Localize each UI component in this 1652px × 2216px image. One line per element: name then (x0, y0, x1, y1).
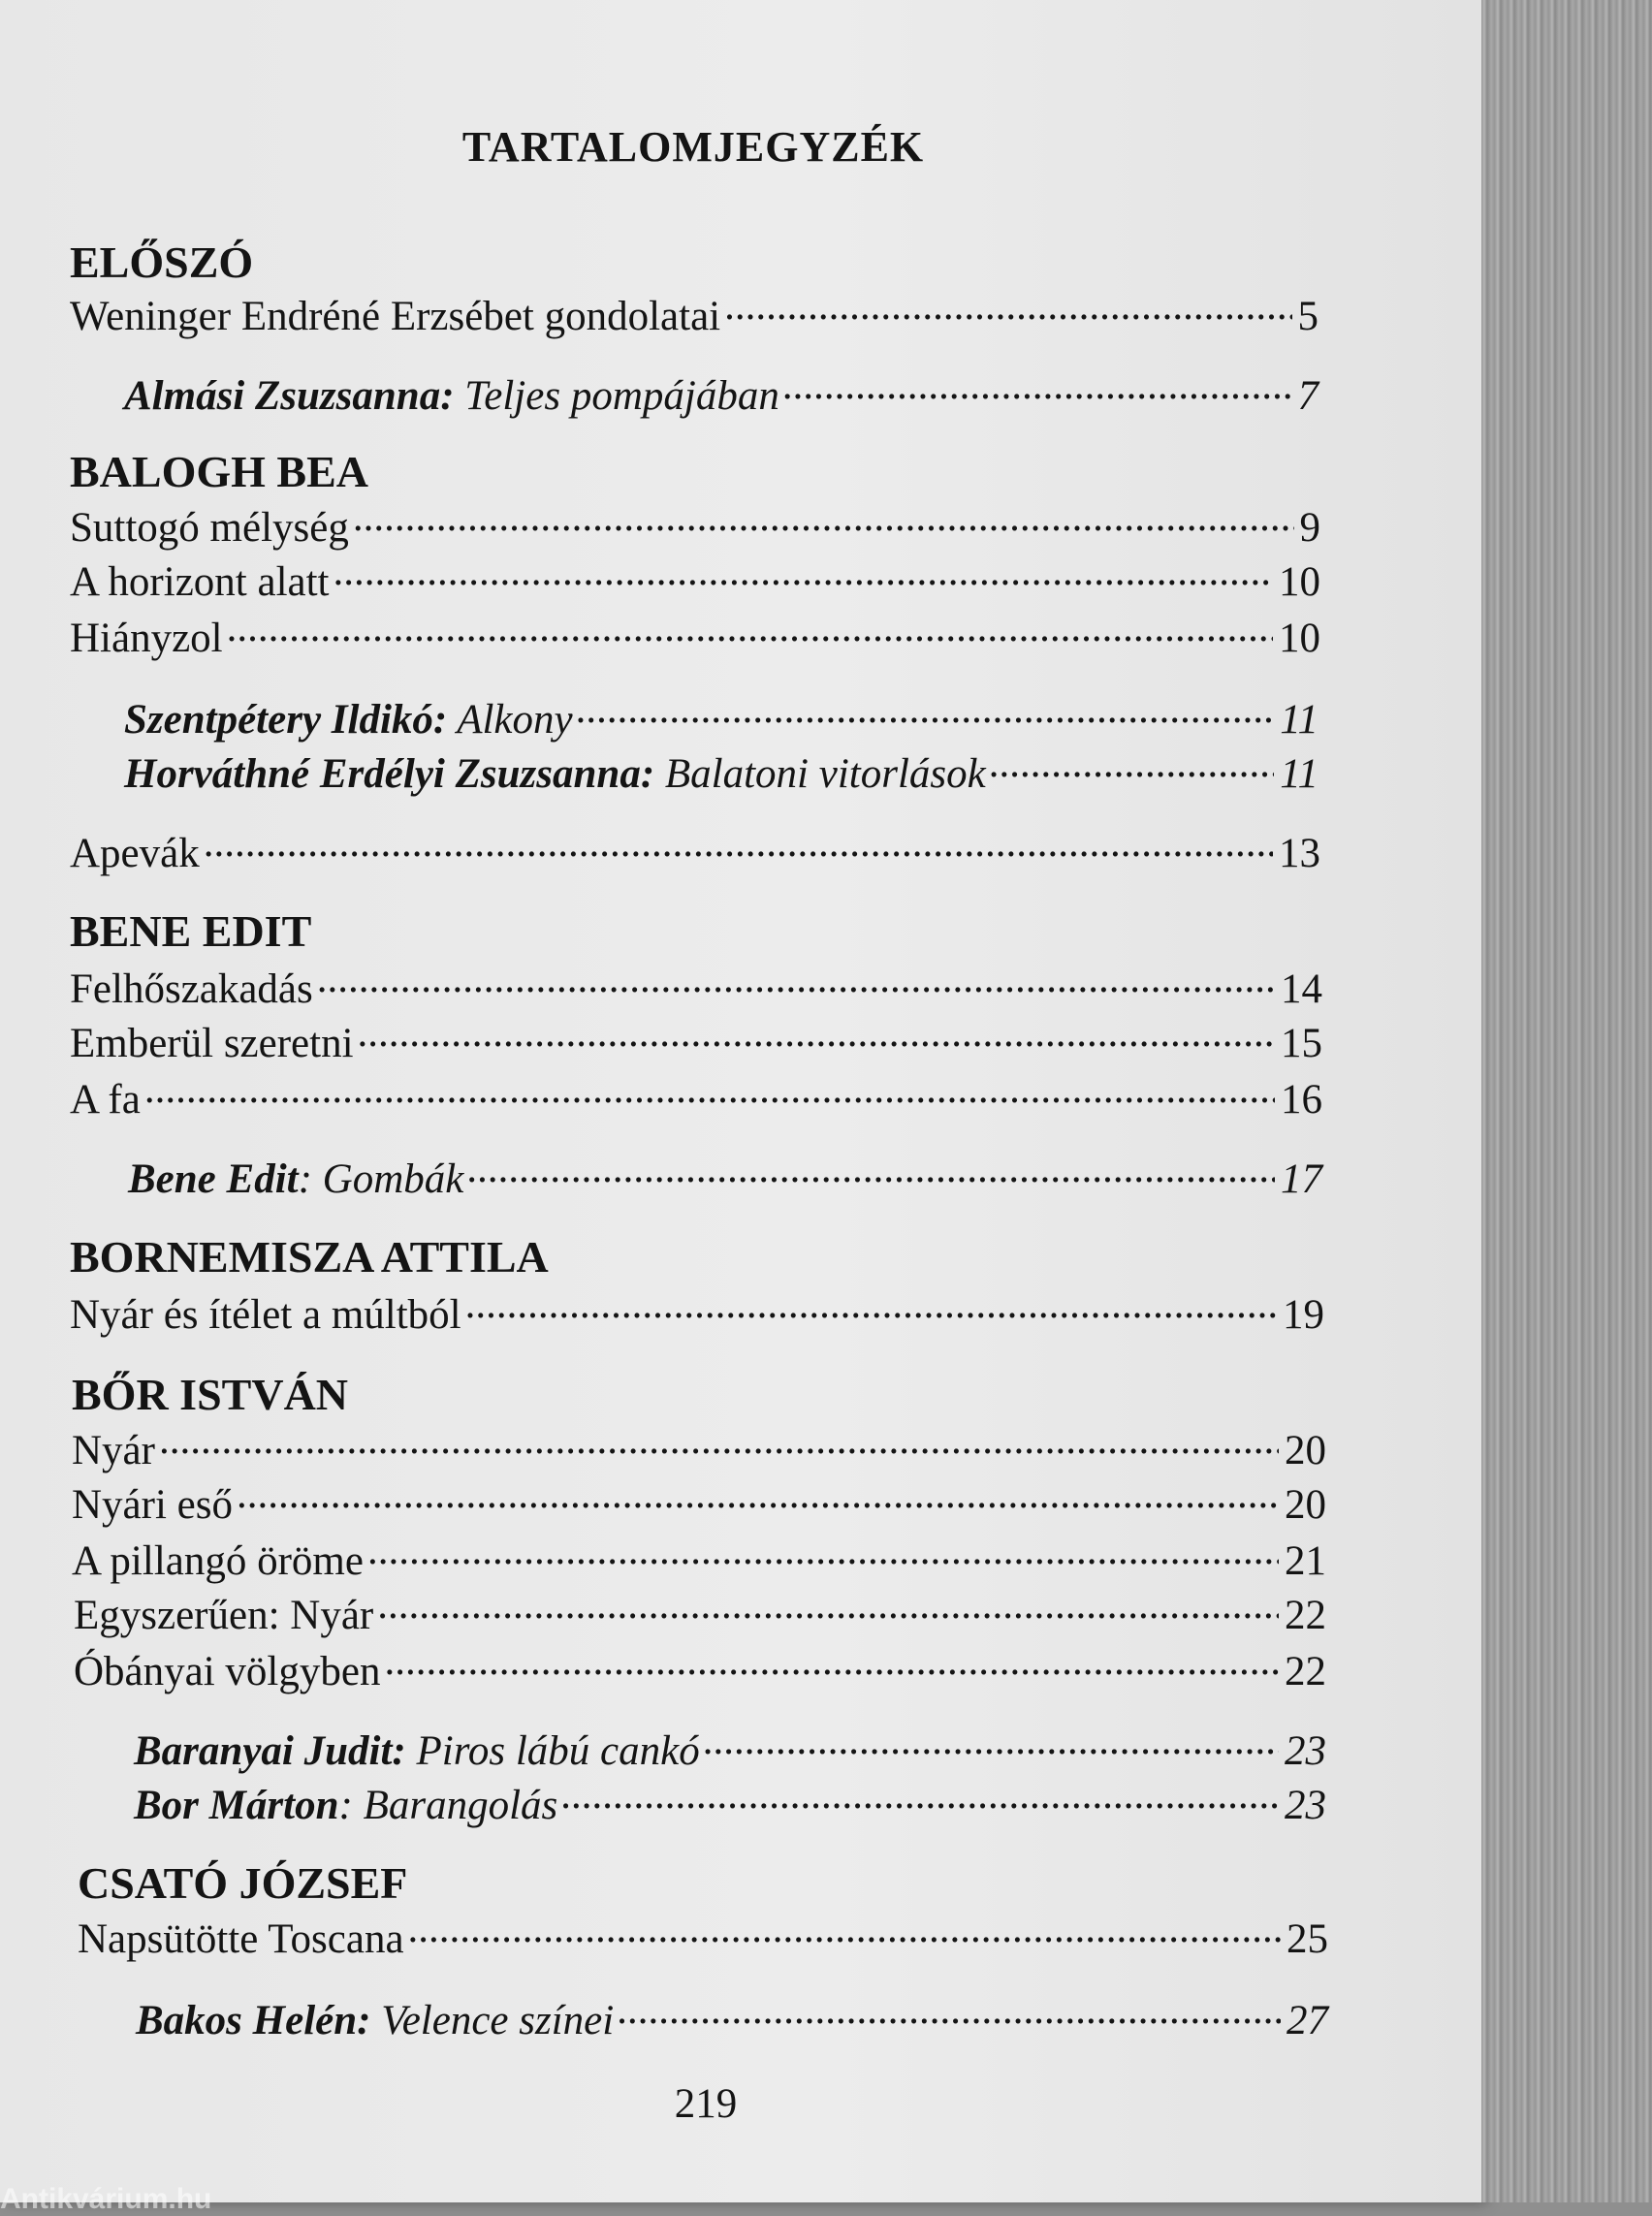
entry-title: Teljes pompájában (464, 373, 779, 419)
toc-entry-quote (124, 690, 1318, 743)
dot-leader (353, 498, 1294, 541)
toc-entry-quote (124, 744, 1318, 797)
entry-title: Barangolás (363, 1783, 558, 1828)
dot-leader (577, 690, 1275, 733)
section-heading-csato-jozsef: CSATÓ JÓZSEF (78, 1858, 408, 1908)
toc-entry (74, 1642, 1326, 1694)
entry-title: A horizont alatt (70, 559, 330, 605)
toc-entry (70, 1014, 1322, 1066)
toc-entry (70, 824, 1320, 876)
toc-entry (72, 1475, 1326, 1528)
dot-leader (704, 1722, 1279, 1764)
entry-title: Apevák (70, 831, 200, 876)
entry-title: Gombák (322, 1156, 464, 1202)
entry-author: Bakos Helén: (136, 1998, 371, 2043)
entry-title: Piros lábú cankó (416, 1728, 700, 1774)
dot-leader (377, 1586, 1279, 1629)
dot-leader (724, 287, 1291, 330)
entry-page: 22 (1285, 1593, 1326, 1638)
entry-title: Óbányai völgyben (74, 1649, 381, 1694)
entry-page: 7 (1297, 373, 1318, 419)
entry-separator: : (338, 1783, 353, 1828)
toc-entry (70, 960, 1322, 1012)
toc-entry (70, 1070, 1322, 1123)
toc-entry-quote (134, 1722, 1326, 1774)
entry-title: Velence színei (381, 1998, 615, 2043)
entry-page: 20 (1285, 1428, 1326, 1473)
dot-leader (783, 366, 1292, 409)
entry-page: 20 (1285, 1482, 1326, 1528)
entry-page: 27 (1287, 1998, 1328, 2043)
toc-entry (70, 287, 1318, 339)
dot-leader (408, 1910, 1281, 1952)
entry-title: Nyári eső (72, 1482, 233, 1528)
dot-leader (358, 1014, 1275, 1057)
dot-leader (367, 1532, 1279, 1574)
entry-page: 11 (1280, 751, 1318, 797)
dot-leader (618, 1991, 1281, 2034)
entry-author: Horváthné Erdélyi Zsuzsanna: (124, 751, 655, 797)
entry-separator: : (298, 1156, 312, 1202)
page-stack-edge (1481, 0, 1652, 2202)
entry-title: Balatoni vitorlások (664, 751, 986, 797)
toc-entry (74, 1586, 1326, 1638)
toc-entry (70, 498, 1320, 551)
entry-page: 17 (1281, 1156, 1322, 1202)
entry-page: 9 (1299, 505, 1320, 551)
dot-leader (561, 1776, 1279, 1819)
entry-author: Bor Márton (134, 1783, 339, 1828)
section-heading-eloszo: ELŐSZÓ (70, 237, 254, 287)
entry-page: 25 (1287, 1916, 1328, 1962)
entry-title: A fa (70, 1077, 141, 1123)
entry-page: 19 (1283, 1292, 1324, 1338)
entry-title: Napsütötte Toscana (78, 1916, 404, 1962)
entry-page: 21 (1285, 1538, 1326, 1584)
dot-leader (204, 824, 1273, 867)
entry-page: 14 (1281, 966, 1322, 1012)
entry-author: Almási Zsuzsanna: (124, 373, 455, 419)
dot-leader (317, 960, 1275, 1002)
entry-title: Hiányzol (70, 616, 223, 661)
dot-leader (990, 744, 1274, 787)
section-heading-bor-istvan: BŐR ISTVÁN (72, 1370, 349, 1419)
entry-title: Alkony (457, 697, 573, 743)
section-heading-balogh-bea: BALOGH BEA (70, 447, 369, 496)
entry-page: 5 (1297, 294, 1318, 339)
entry-page: 23 (1285, 1783, 1326, 1828)
dot-leader (237, 1475, 1279, 1518)
entry-title: A pillangó öröme (72, 1538, 364, 1584)
dot-leader (159, 1421, 1279, 1464)
entry-page: 10 (1279, 616, 1320, 661)
dot-leader (334, 553, 1274, 595)
dot-leader (467, 1150, 1275, 1192)
entry-author: Szentpétery Ildikó: (124, 697, 448, 743)
toc-entry-quote (134, 1776, 1326, 1828)
entry-title: Suttogó mélység (70, 505, 349, 551)
entry-page: 22 (1285, 1649, 1326, 1694)
page-number: 219 (674, 2081, 738, 2127)
entry-title: Nyár és ítélet a múltból (70, 1292, 461, 1338)
entry-author: Bene Edit (128, 1156, 299, 1202)
toc-entry (72, 1532, 1326, 1584)
toc-entry (70, 553, 1320, 605)
section-heading-bene-edit: BENE EDIT (70, 906, 312, 956)
entry-page: 13 (1279, 831, 1320, 876)
toc-entry-quote (136, 1991, 1328, 2043)
entry-page: 15 (1281, 1021, 1322, 1066)
toc-entry-quote (124, 366, 1318, 419)
watermark: Antikvárium.hu (0, 2183, 212, 2215)
dot-leader (384, 1642, 1279, 1685)
entry-page: 16 (1281, 1077, 1322, 1123)
dot-leader (465, 1285, 1277, 1328)
dot-leader (227, 609, 1273, 651)
entry-title: Nyár (72, 1428, 155, 1473)
entry-title: Egyszerűen: Nyár (74, 1593, 374, 1638)
entry-page: 11 (1280, 697, 1318, 743)
toc-entry (72, 1421, 1326, 1473)
entry-page: 23 (1285, 1728, 1326, 1774)
entry-author: Baranyai Judit: (134, 1728, 406, 1774)
toc-entry (78, 1910, 1328, 1962)
dot-leader (144, 1070, 1275, 1113)
section-heading-bornemisza-attila: BORNEMISZA ATTILA (70, 1232, 549, 1282)
entry-page: 10 (1279, 559, 1320, 605)
entry-title: Felhőszakadás (70, 966, 313, 1012)
entry-title: Emberül szeretni (70, 1021, 354, 1066)
page-title: TARTALOMJEGYZÉK (461, 123, 925, 171)
entry-title: Weninger Endréné Erzsébet gondolatai (70, 294, 721, 339)
toc-entry-quote (128, 1150, 1322, 1202)
toc-entry (70, 1285, 1324, 1338)
toc-entry (70, 609, 1320, 661)
